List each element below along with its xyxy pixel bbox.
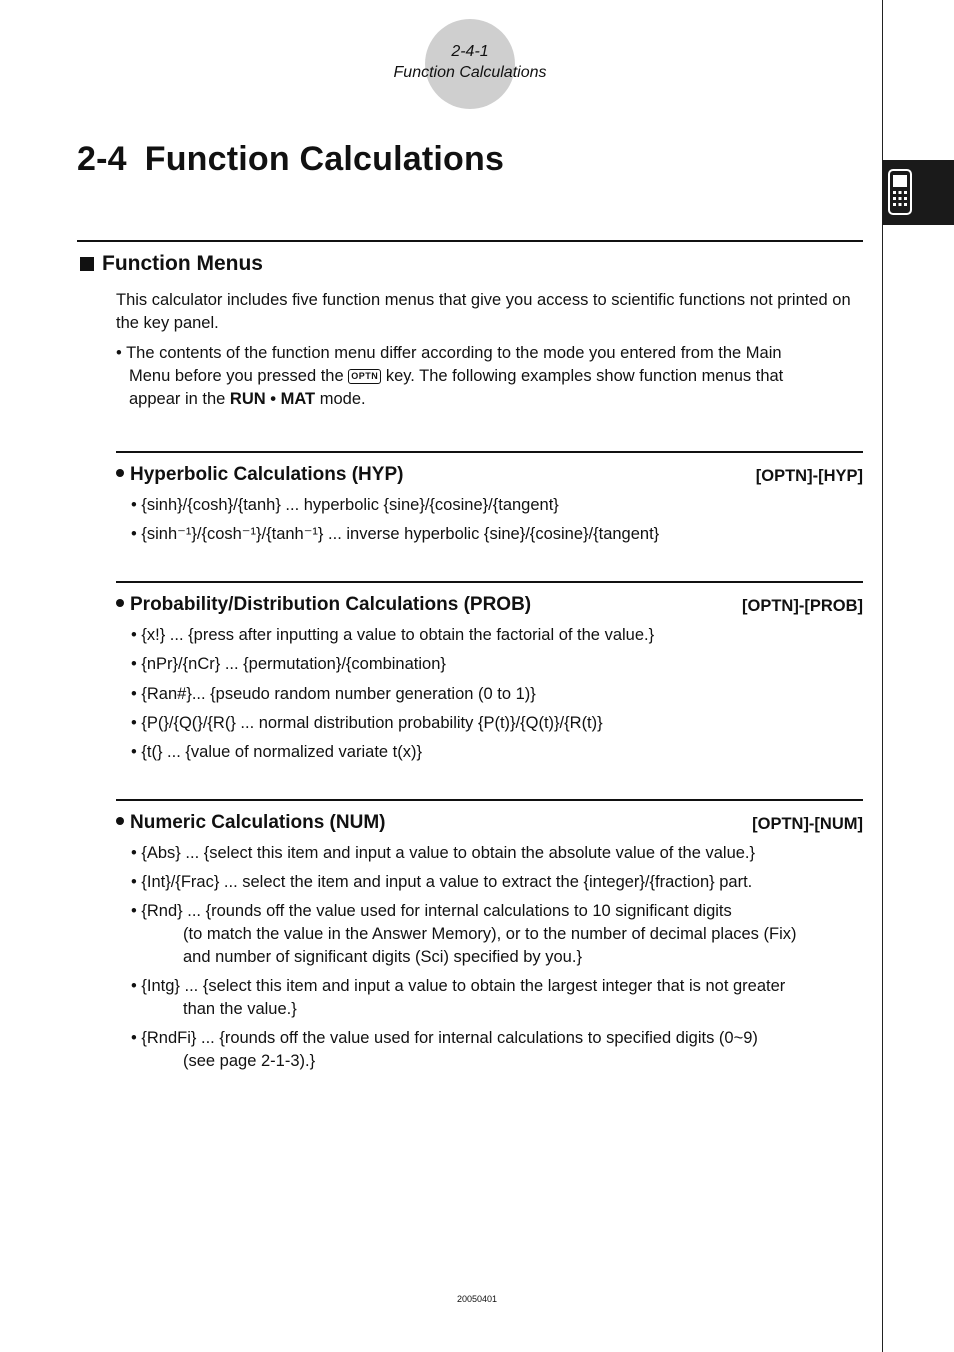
list-item: • {Int}/{Frac} ... select the item and input a value to extract the {integer}/{fraction} part. bbox=[131, 873, 753, 891]
note-paragraph bbox=[116, 342, 856, 411]
page-number: 2-4-1 bbox=[451, 43, 489, 60]
list-item: • {Ran#}... {pseudo random number generation (0 to 1)} bbox=[131, 685, 536, 703]
chapter-number: 2-4 bbox=[77, 140, 127, 178]
square-bullet-icon bbox=[80, 257, 94, 271]
footer-code: 20050401 bbox=[456, 1294, 498, 1304]
bullet-icon bbox=[116, 599, 124, 607]
note-line-2: Menu before you pressed the OPTN key. The following examples show function menus that bbox=[129, 367, 784, 385]
prob-key-path: [OPTN]-[PROB] bbox=[742, 597, 863, 615]
note-line-1: • The contents of the function menu differ according to the mode you entered from the Main bbox=[116, 344, 782, 362]
num-heading: Numeric Calculations (NUM) bbox=[116, 812, 385, 834]
chapter-heading bbox=[77, 140, 504, 179]
list-item: • {sinh}/{cosh}/{tanh} ... hyperbolic {sine}/{cosine}/{tangent} bbox=[131, 496, 559, 514]
optn-key-icon: OPTN bbox=[348, 369, 381, 384]
list-item: • {t(} ... {value of normalized variate t(x)} bbox=[131, 743, 422, 761]
num-key-path: [OPTN]-[NUM] bbox=[752, 815, 863, 833]
hyp-rule bbox=[116, 451, 863, 453]
list-item: • {sinh⁻¹}/{cosh⁻¹}/{tanh⁻¹} ... inverse hyperbolic {sine}/{cosine}/{tangent} bbox=[131, 525, 660, 543]
list-item: • {Rnd} ... {rounds off the value used for internal calculations to 10 significant digits (to match the value in the Answer Memory), or to the number of decimal places (Fix) and number of significant digits (Sci) specified by you.} bbox=[131, 902, 797, 966]
running-title: Function Calculations bbox=[393, 64, 547, 81]
list-item: • {RndFi} ... {rounds off the value used for internal calculations to specified digits (0~9) (see page 2-1-3).} bbox=[131, 1029, 758, 1070]
list-item: • {P(}/{Q(}/{R(} ... normal distribution probability {P(t)}/{Q(t)}/{R(t)} bbox=[131, 714, 603, 732]
bullet-icon bbox=[116, 817, 124, 825]
list-item: • {Intg} ... {select this item and input a value to obtain the largest integer that is not greater than the value.} bbox=[131, 977, 786, 1018]
hyp-key-path: [OPTN]-[HYP] bbox=[755, 467, 863, 485]
bullet-icon bbox=[116, 469, 124, 477]
chapter-tab bbox=[882, 160, 954, 225]
intro-paragraph: This calculator includes five function menus that give you access to scientific functions not printed on the key panel. bbox=[116, 291, 851, 332]
prob-rule bbox=[116, 581, 863, 583]
chapter-title: Function Calculations bbox=[144, 140, 505, 178]
list-item: • {x!} ... {press after inputting a value to obtain the factorial of the value.} bbox=[131, 626, 655, 644]
list-item: • {Abs} ... {select this item and input a value to obtain the absolute value of the value.} bbox=[131, 844, 756, 862]
hyp-heading: Hyperbolic Calculations (HYP) bbox=[116, 464, 403, 486]
num-rule bbox=[116, 799, 863, 801]
prob-heading: Probability/Distribution Calculations (PROB) bbox=[116, 594, 531, 616]
mode-name: RUN • MAT bbox=[229, 390, 316, 408]
note-line-3: appear in the RUN • MAT mode. bbox=[129, 390, 366, 408]
calculator-icon bbox=[888, 169, 912, 215]
section-title: Function Menus bbox=[102, 252, 263, 275]
section-rule bbox=[77, 240, 863, 242]
section-heading bbox=[80, 252, 263, 276]
list-item: • {nPr}/{nCr} ... {permutation}/{combination} bbox=[131, 655, 446, 673]
